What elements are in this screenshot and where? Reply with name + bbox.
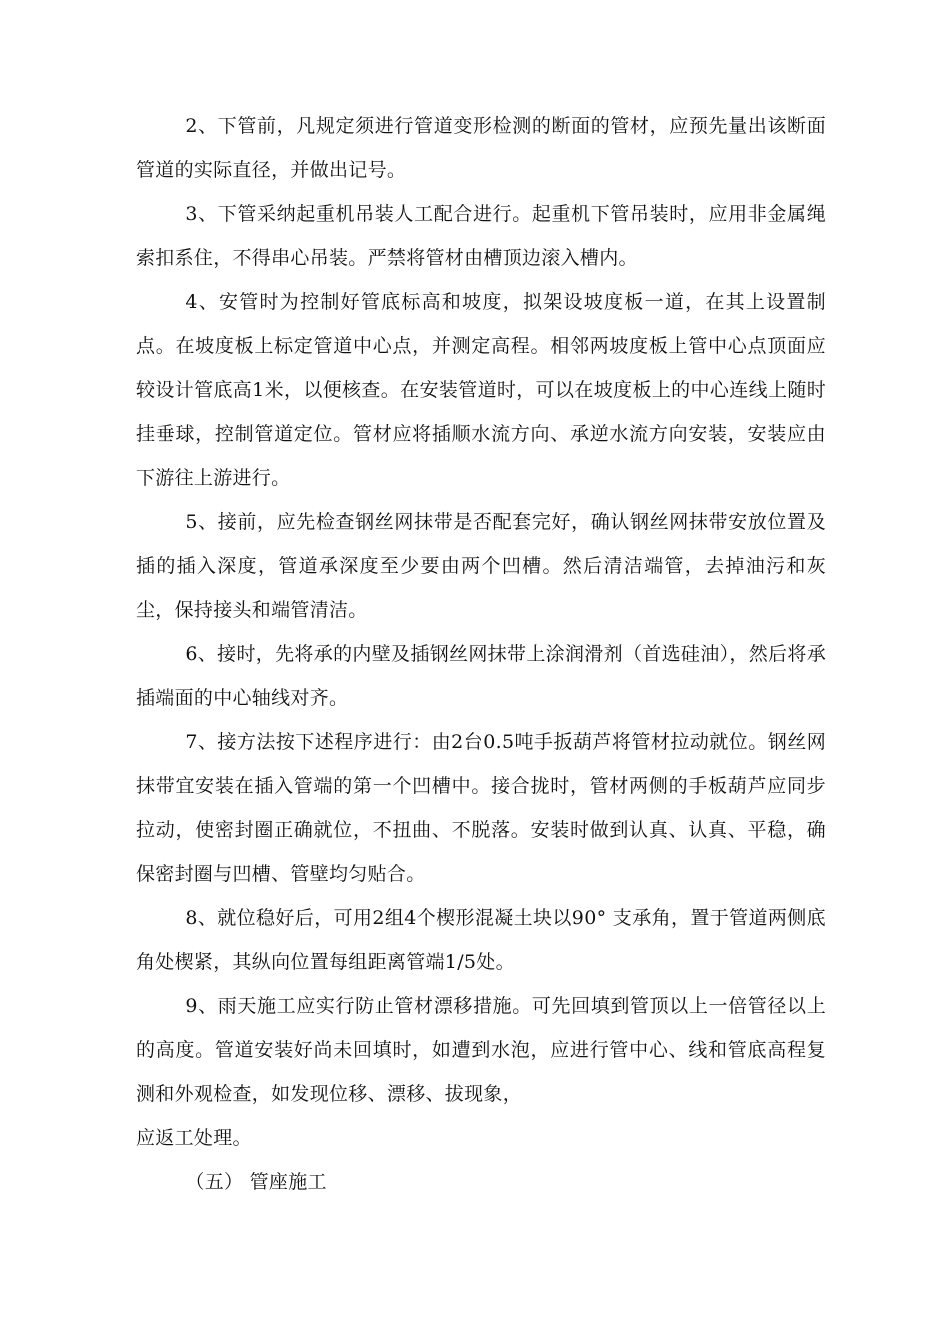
paragraph-7: 7、接方法按下述程序进行：由2台0.5吨手扳葫芦将管材拉动就位。钢丝网抹带宜安装在插入管端的第一个凹槽中。接合拢时，管材两侧的手板葫芦应同步拉动，使密封圈正确就位，不扭曲、不脱落。安装时做到认真、认真、平稳，确保密封圈与凹槽、管壁均匀贴合。 [136,731,826,885]
paragraph-9: 9、雨天施工应实行防止管材漂移措施。可先回填到管顶以上一倍管径以上的高度。管道安装好尚未回填时，如遭到水泡，应进行管中心、线和管底高程复测和外观检查，如发现位移、漂移、拔现象， [136,995,826,1105]
paragraph-9-continuation: 应返工处理。 [136,1127,252,1149]
paragraph-5: 5、接前，应先检查钢丝网抹带是否配套完好，确认钢丝网抹带安放位置及插的插入深度，管道承深度至少要由两个凹槽。然后清洁端管，去掉油污和灰尘，保持接头和端管清洁。 [136,511,826,621]
document-body [136,104,826,1204]
paragraph-8: 8、就位稳好后，可用2组4个楔形混凝土块以90° 支承角，置于管道两侧底角处楔紧，其纵向位置每组距离管端1/5处。 [136,907,826,973]
paragraph-2: 2、下管前，凡规定须进行管道变形检测的断面的管材，应预先量出该断面管道的实际直径，并做出记号。 [136,115,826,181]
section-heading: （五） 管座施工 [185,1171,327,1193]
paragraph-6: 6、接时，先将承的内壁及插钢丝网抹带上涂润滑剂（首选硅油），然后将承插端面的中心轴线对齐。 [136,643,826,709]
paragraph-3: 3、下管采纳起重机吊装人工配合进行。起重机下管吊装时，应用非金属绳索扣系住，不得串心吊装。严禁将管材由槽顶边滚入槽内。 [136,203,826,269]
paragraph-4: 4、安管时为控制好管底标高和坡度，拟架设坡度板一道，在其上设置制点。在坡度板上标定管道中心点，并测定高程。相邻两坡度板上管中心点顶面应较设计管底高1米，以便核查。在安装管道时，可以在坡度板上的中心连线上随时挂垂球，控制管道定位。管材应将插顺水流方向、承逆水流方向安装，安装应由下游往上游进行。 [136,291,826,489]
